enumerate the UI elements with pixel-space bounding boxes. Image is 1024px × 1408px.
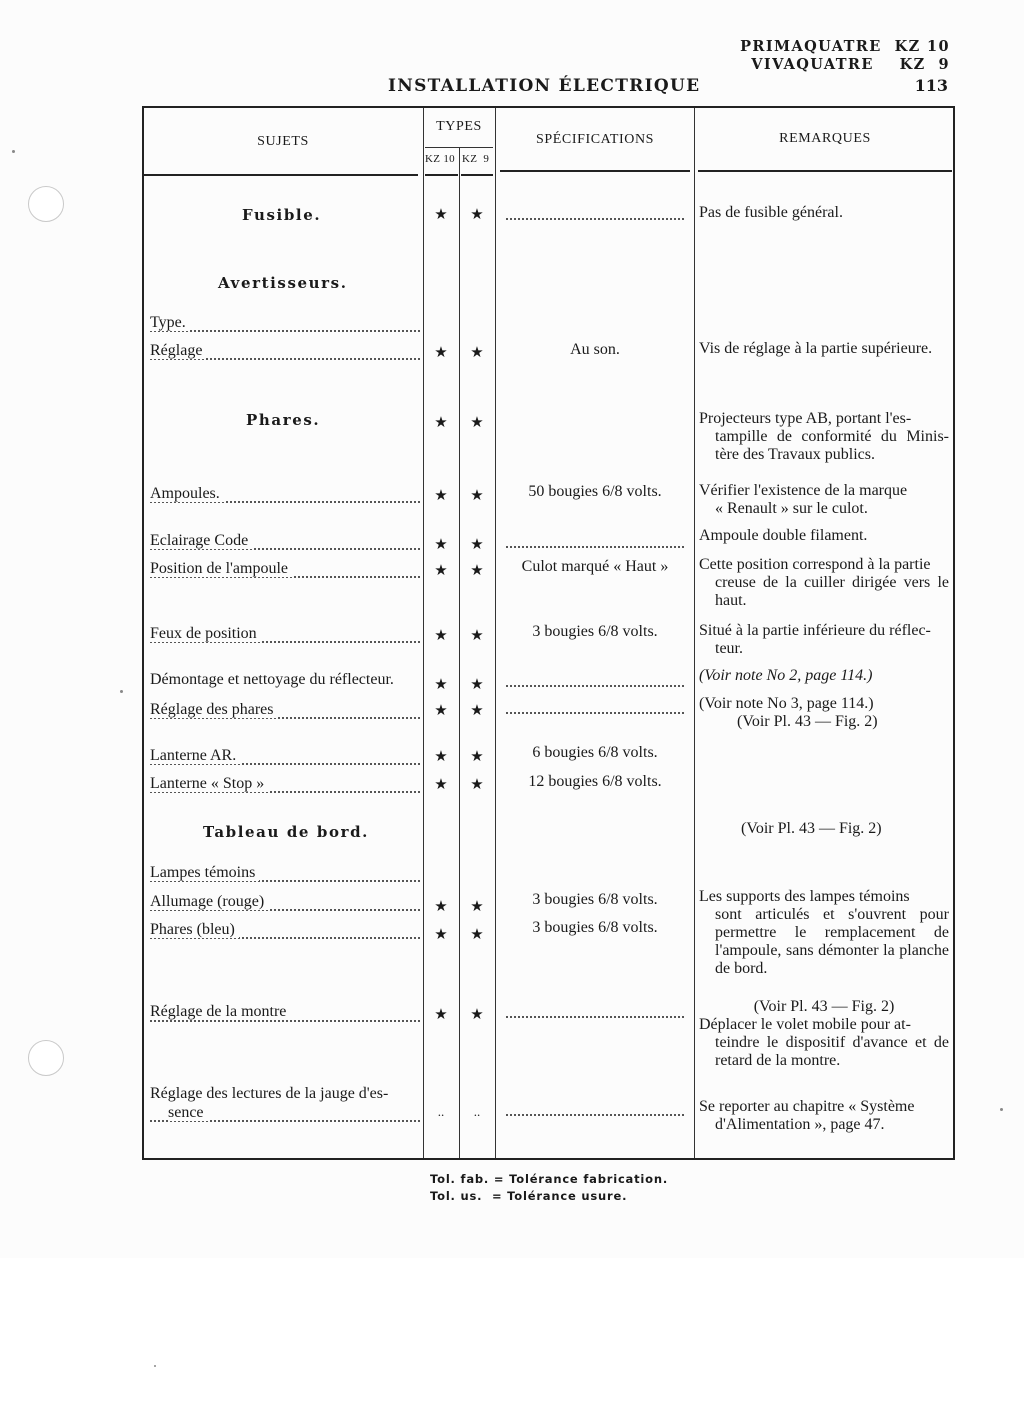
row-label-type: Type. <box>150 314 422 332</box>
remark-position <box>699 556 949 610</box>
row-label-position: Position de l'ampoule <box>150 560 422 578</box>
row-label-reglage: Réglage <box>150 342 422 360</box>
remark-line: tampille de conformité du Minis- tère des Travaux publics. <box>715 428 949 463</box>
remark-line: « Renault » sur le culot. <box>715 500 868 517</box>
star-kz10: ★ <box>434 749 448 765</box>
row-label-allumage: Allumage (rouge) <box>150 893 422 911</box>
remark-line: Projecteurs type AB, portant l'es- <box>699 410 912 427</box>
row-label-lanterne-ar: Lanterne AR. <box>150 747 422 765</box>
spec-reglage: Au son. <box>570 341 620 358</box>
star-kz10: ★ <box>434 899 448 915</box>
star-kz9: ★ <box>470 537 484 553</box>
star-kz10: ★ <box>434 677 448 693</box>
row-label-ampoules: Ampoules. <box>150 485 422 503</box>
dots-kz10: .. <box>437 1104 445 1119</box>
star-kz9: ★ <box>470 1007 484 1023</box>
row-label-lanterne-stop: Lanterne « Stop » <box>150 775 422 793</box>
remark-line: Cette position correspond à la partie <box>699 556 931 573</box>
remark-line: Les supports des lampes témoins <box>699 888 910 905</box>
star-kz9: ★ <box>470 927 484 943</box>
row-label-jauge: Réglage des lectures de la jauge d'es- <box>150 1085 422 1103</box>
scan-speck <box>120 690 123 693</box>
col-divider-kz10 <box>459 148 460 1158</box>
row-label-phares-bleu: Phares (bleu) <box>150 921 422 939</box>
spec-allumage: 3 bougies 6/8 volts. <box>532 891 658 908</box>
remark-montre <box>699 998 949 1070</box>
punch-hole-top <box>28 186 64 222</box>
page-number: 113 <box>914 76 948 95</box>
col-header-subjects: SUJETS <box>257 134 309 149</box>
spec-dots <box>506 1006 684 1018</box>
punch-hole-bottom <box>28 1040 64 1076</box>
remark-tableau: (Voir Pl. 43 — Fig. 2) <box>741 820 882 837</box>
spec-dots <box>506 536 684 548</box>
remark-line: Se reporter au chapitre « Système <box>699 1098 915 1115</box>
star-kz9: ★ <box>470 488 484 504</box>
star-kz10: ★ <box>434 345 448 361</box>
star-kz10: ★ <box>434 703 448 719</box>
remark-feux <box>699 622 949 658</box>
row-label-demontage: Démontage et nettoyage du réflecteur. <box>150 671 422 689</box>
page-margin-bottom <box>0 1258 1024 1408</box>
star-kz9: ★ <box>470 415 484 431</box>
footnote-tol-us: Tol. us. = Tolérance usure. <box>430 1189 628 1203</box>
remark-line: Vérifier l'existence de la marque <box>699 482 908 499</box>
types-subrule <box>425 147 493 148</box>
row-label-feux: Feux de position <box>150 625 422 643</box>
star-kz9: ★ <box>470 703 484 719</box>
header-rule-kz10 <box>425 174 458 176</box>
remark-line: (Voir note No 3, page 114.) <box>699 695 874 712</box>
section-avertisseurs: Avertisseurs. <box>218 274 348 292</box>
remark-line: Déplacer le volet mobile pour at- <box>699 1016 911 1033</box>
star-kz10: ★ <box>434 537 448 553</box>
col-divider-specs <box>694 108 695 1158</box>
remark-demontage: (Voir note No 2, page 114.) <box>699 667 873 684</box>
row-label-reglage-phares: Réglage des phares <box>150 701 422 719</box>
col-header-kz10: KZ 10 <box>425 153 455 165</box>
model-names: PRIMAQUATRE KZ 10 VIVAQUATRE KZ 9 <box>740 38 950 73</box>
remark-jauge <box>699 1098 949 1134</box>
star-kz10: ★ <box>434 628 448 644</box>
scan-speck <box>1000 1108 1003 1111</box>
star-kz9: ★ <box>470 207 484 223</box>
remark-line: teur. <box>715 640 743 657</box>
star-kz10: ★ <box>434 488 448 504</box>
remark-ampoules <box>699 482 949 518</box>
spec-lanterne-ar: 6 bougies 6/8 volts. <box>532 744 658 761</box>
dots-kz9: .. <box>473 1104 481 1119</box>
star-kz10: ★ <box>434 415 448 431</box>
star-kz9: ★ <box>470 749 484 765</box>
star-kz9: ★ <box>470 345 484 361</box>
col-header-remarks: REMARQUES <box>779 131 871 146</box>
star-kz9: ★ <box>470 677 484 693</box>
col-divider-types <box>495 108 496 1158</box>
remark-reglage: Vis de réglage à la partie supérieure. <box>699 340 933 357</box>
scan-speck <box>154 1365 156 1367</box>
remark-line: teindre le dispositif d'avance et de retard de la montre. <box>715 1034 949 1069</box>
remark-line: sont articulés et s'ouvrent pour permettre le remplacement de l'ampoule, sans démonter la planche de bord. <box>715 906 949 977</box>
header-rule-specs <box>500 170 690 172</box>
star-kz9: ★ <box>470 628 484 644</box>
col-divider-subjects <box>423 108 424 1158</box>
remark-line: (Voir Pl. 43 — Fig. 2) <box>737 713 878 730</box>
header-rule-remarks <box>698 170 952 172</box>
spec-lanterne-stop: 12 bougies 6/8 volts. <box>528 773 662 790</box>
col-header-kz9: KZ 9 <box>462 153 490 165</box>
star-kz9: ★ <box>470 777 484 793</box>
section-fusible: Fusible. <box>242 206 322 224</box>
star-kz10: ★ <box>434 927 448 943</box>
star-kz9: ★ <box>470 899 484 915</box>
col-header-types: TYPES <box>436 119 482 134</box>
row-label-jauge-cont: sence <box>168 1104 440 1122</box>
row-label-eclairage: Eclairage Code <box>150 532 422 550</box>
remark-allumage <box>699 888 949 978</box>
star-kz10: ★ <box>434 777 448 793</box>
header-rule-kz9 <box>461 174 493 176</box>
remark-fusible: Pas de fusible général. <box>699 204 843 221</box>
star-kz10: ★ <box>434 1007 448 1023</box>
spec-ampoules: 50 bougies 6/8 volts. <box>528 483 662 500</box>
spec-position: Culot marqué « Haut » <box>521 558 669 575</box>
page-title: INSTALLATION ÉLECTRIQUE <box>388 76 701 96</box>
spec-dots <box>506 702 684 714</box>
spec-feux: 3 bougies 6/8 volts. <box>532 623 658 640</box>
col-header-specifications: SPÉCIFICATIONS <box>535 132 655 147</box>
remark-phares <box>699 410 949 464</box>
remark-line: Situé à la partie inférieure du réflec- <box>699 622 931 639</box>
spec-phares-bleu: 3 bougies 6/8 volts. <box>532 919 658 936</box>
footnote-tol-fab: Tol. fab. = Tolérance fabrication. <box>430 1172 669 1186</box>
remark-eclairage: Ampoule double filament. <box>699 527 868 544</box>
scan-speck <box>12 150 15 153</box>
star-kz10: ★ <box>434 563 448 579</box>
section-phares: Phares. <box>246 411 321 429</box>
section-tableau: Tableau de bord. <box>203 823 369 841</box>
remark-reglage-phares <box>699 695 949 731</box>
row-label-lampes: Lampes témoins <box>150 864 422 882</box>
spec-dots <box>506 208 684 220</box>
remark-line: d'Alimentation », page 47. <box>715 1116 885 1133</box>
spec-dots <box>506 1104 684 1116</box>
spec-dots <box>506 675 684 687</box>
row-label-montre: Réglage de la montre <box>150 1003 422 1021</box>
remark-line: creuse de la cuiller dirigée vers le haut. <box>715 574 949 609</box>
header-rule-subjects <box>144 174 418 176</box>
star-kz9: ★ <box>470 563 484 579</box>
star-kz10: ★ <box>434 207 448 223</box>
remark-line: (Voir Pl. 43 — Fig. 2) <box>753 998 895 1015</box>
